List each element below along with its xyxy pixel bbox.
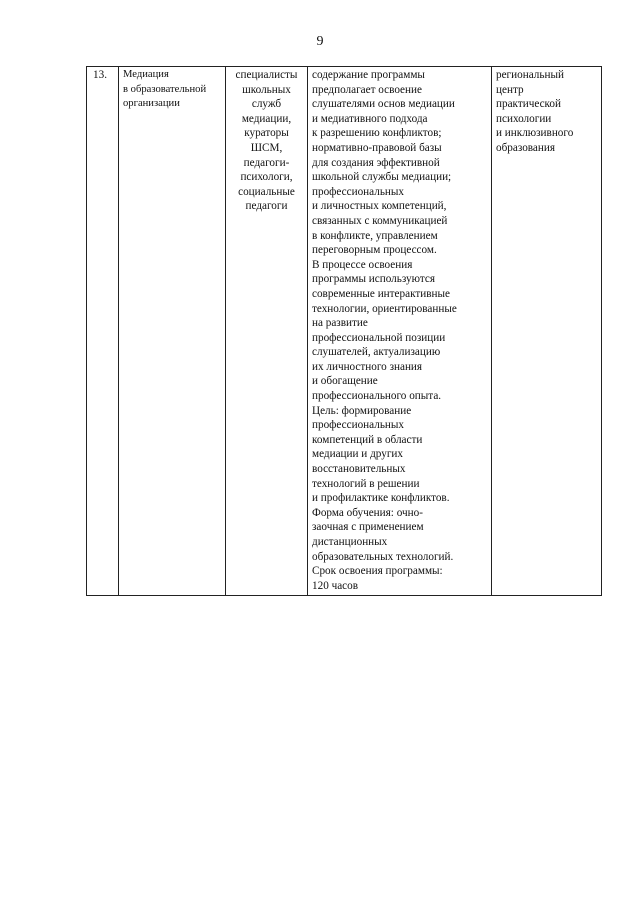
audience-line: специалисты xyxy=(235,69,298,81)
content-line: компетенций в области xyxy=(312,433,423,446)
audience-cell xyxy=(226,67,308,596)
provider-line: центр xyxy=(496,83,524,96)
audience-line: педагоги- xyxy=(243,156,290,169)
content-line: технологий в решении xyxy=(312,477,420,490)
content-line: профессиональной позиции xyxy=(312,331,446,344)
provider-cell xyxy=(492,67,602,596)
content-line: Форма обучения: очно- xyxy=(312,506,423,519)
content-line: заочная с применением xyxy=(312,521,424,534)
content-line: школьной службы медиации; xyxy=(312,171,452,184)
content-line: технологии, ориентированные xyxy=(312,302,457,315)
audience-line: кураторы xyxy=(244,127,289,140)
program-name-line: организации xyxy=(123,98,180,110)
audience-line: ШСМ, xyxy=(250,141,283,154)
content-line: в конфликте, управлением xyxy=(312,229,438,242)
content-line: на развитие xyxy=(312,317,368,330)
content-line: В процессе освоения xyxy=(312,258,413,271)
content-line: их личностного знания xyxy=(312,360,423,373)
row-number: 13. xyxy=(93,69,107,81)
content-line: и профилактике конфликтов. xyxy=(312,492,450,505)
provider-line: психологии xyxy=(496,112,552,125)
program-content-cell xyxy=(308,67,492,596)
content-line: и медиативного подхода xyxy=(312,112,428,125)
program-table xyxy=(86,66,602,596)
content-line: нормативно-правовой базы xyxy=(312,141,442,154)
table-row xyxy=(87,67,602,596)
content-line: программы используются xyxy=(312,273,435,286)
audience-line: психологи, xyxy=(240,171,293,184)
content-line: профессиональных xyxy=(312,419,405,432)
content-line: переговорным процессом. xyxy=(312,244,437,257)
provider-line: и инклюзивного xyxy=(496,127,574,140)
audience-line: медиации, xyxy=(241,112,292,125)
content-line: профессиональных xyxy=(312,185,405,198)
content-line: Срок освоения программы: xyxy=(312,565,443,578)
content-line: слушателями основ медиации xyxy=(312,98,455,111)
content-line: связанных с коммуникацией xyxy=(312,214,448,227)
content-line: предполагает освоение xyxy=(312,83,422,96)
content-line: слушателей, актуализацию xyxy=(312,346,441,359)
audience-line: школьных xyxy=(242,83,291,96)
content-line: дистанционных xyxy=(312,536,388,548)
program-name-line: Медиация xyxy=(123,69,169,80)
page-number: 9 xyxy=(316,34,324,49)
provider-line: образования xyxy=(496,141,556,154)
program-name-cell xyxy=(119,67,226,596)
content-line: образовательных технологий. xyxy=(312,550,454,563)
content-line: для создания эффективной xyxy=(312,156,440,169)
content-line: Цель: формирование xyxy=(312,404,412,417)
content-line: восстановительных xyxy=(312,463,406,476)
content-line: и личностных компетенций, xyxy=(312,200,447,213)
row-number-cell xyxy=(87,67,119,596)
provider-line: региональный xyxy=(496,69,564,81)
content-line: современные интерактивные xyxy=(312,287,451,300)
program-name-line: в образовательной xyxy=(123,83,207,95)
content-line: 120 часов xyxy=(312,579,359,592)
audience-line: социальные xyxy=(238,185,295,198)
audience-line: служб xyxy=(251,98,282,111)
audience-line: педагоги xyxy=(245,200,288,213)
content-line: к разрешению конфликтов; xyxy=(312,127,442,140)
content-line: содержание программы xyxy=(312,69,425,81)
provider-line: практической xyxy=(496,98,561,111)
content-line: и обогащение xyxy=(312,375,378,388)
content-line: профессионального опыта. xyxy=(312,390,442,403)
content-line: медиации и других xyxy=(312,448,403,461)
